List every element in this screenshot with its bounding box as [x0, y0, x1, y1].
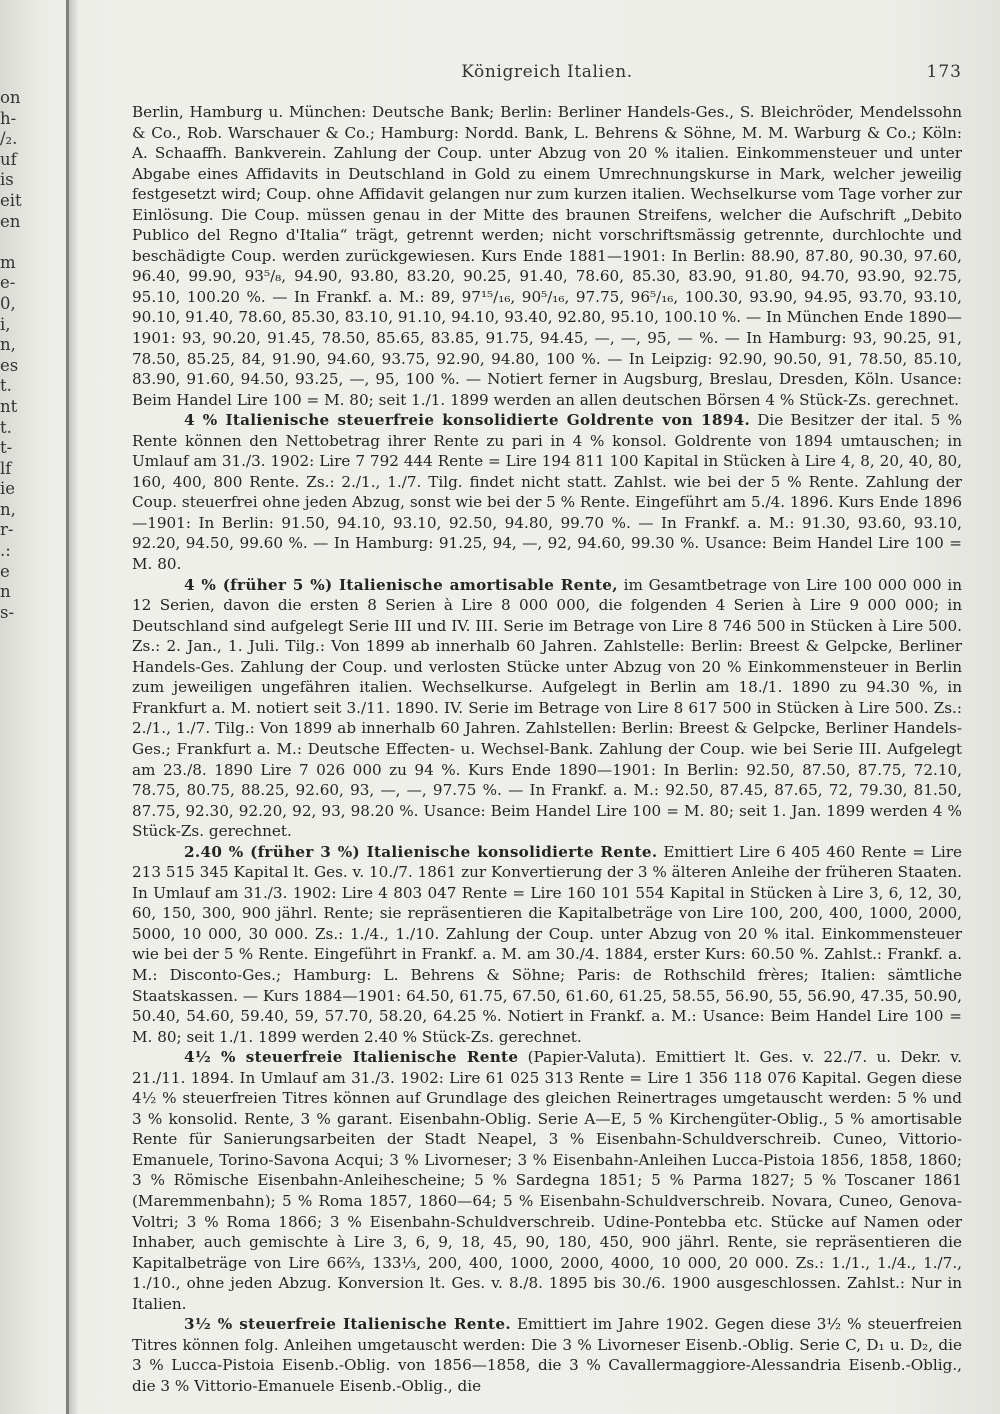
header-title: Königreich Italien. [461, 62, 633, 82]
paragraph-3half-rente [132, 1314, 962, 1396]
margin-fragment: t. [0, 376, 12, 396]
margin-fragment: s- [0, 602, 15, 622]
section-heading: 2.40 % (früher 3 %) Italienische konsolidierte Rente. [184, 842, 658, 861]
margin-fragment: nt [0, 396, 18, 416]
paragraph-text: Emittiert Lire 6 405 460 Rente = Lire 213 515 345 Kapital lt. Ges. v. 10./7. 1861 zur Konvertierung der 3 % älteren Anleihe der früheren Staaten. In Umlauf am 31./3. 1902: Lire 4 803 047 Rente = Lire 160 101 554 Kapital in Stücken à Lire 3, 6, 12, 30, 60, 150, 300, 900 jährl. Rente; sie repräsentieren die Kapitalbeträge von Lire 100, 200, 400, 1000, 2000, 5000, 10 000, 30 000. Zs.: 1./4., 1./10. Zahlung der Coup. unter Abzug von 20 % ital. Einkommensteuer wie bei der 5 % Rente. Eingeführt in Frankf. a. M. am 30./4. 1884, erster Kurs: 60.50 %. Zahlst.: Frankf. a. M.: Disconto-Ges.; Hamburg: L. Behrens & Söhne; Paris: de Rothschild frères; Italien: sämtliche Staatskassen. — Kurs 1884—1901: 64.50, 61.75, 67.50, 61.60, 61.25, 58.55, 56.90, 55, 56.90, 47.35, 50.90, 50.40, 54.60, 59.40, 59, 57.70, 58.20, 64.25 %. Notiert in Frankf. a. M.: Usance: Beim Handel Lire 100 = M. 80; seit 1./1. 1899 werden 2.40 % Stück-Zs. gerechnet. [132, 842, 962, 1046]
margin-fragment: m [0, 252, 16, 272]
margin-fragment: is [0, 170, 14, 190]
paragraph-amortisable [132, 575, 962, 842]
margin-fragment: /₂. [0, 129, 18, 149]
section-heading: 4½ % steuerfreie Italienische Rente [184, 1048, 519, 1067]
margin-fragment: 0, [0, 293, 16, 313]
paragraph-goldrente [132, 410, 962, 574]
margin-fragment: i, [0, 314, 11, 334]
margin-fragment: e [0, 561, 10, 581]
binding-shadow [69, 0, 79, 1414]
left-margin-fragments [0, 88, 62, 623]
running-header [132, 58, 962, 88]
margin-fragment: es [0, 355, 19, 375]
margin-fragment: n, [0, 335, 16, 355]
margin-fragment: r- [0, 520, 14, 540]
margin-fragment: uf [0, 149, 17, 169]
margin-fragment: ie [0, 479, 16, 499]
section-heading: 4 % (früher 5 %) Italienische amortisable Rente, [184, 575, 618, 594]
paragraph-text: Die Besitzer der ital. 5 % Rente können den Nettobetrag ihrer Rente zu pari in 4 % konsol. Goldrente von 1894 umtauschen; in Umlauf am 31./3. 1902: Lire 7 792 444 Rente = Lire 194 811 100 Kapital in Stücken à Lire 4, 8, 20, 40, 80, 160, 400, 800 Rente. Zs.: 2./1., 1./7. Tilg. findet nicht statt. Zahlst. wie bei der 5 % Rente. Zahlung der Coup. steuerfrei ohne jeden Abzug, sonst wie bei der 5 % Rente. Eingeführt am 5./4. 1896. Kurs Ende 1896—1901: In Berlin: 91.50, 94.10, 93.10, 92.50, 94.80, 99.70 %. — In Frankf. a. M.: 91.30, 93.60, 93.10, 92.20, 94.50, 99.60 %. — In Hamburg: 91.25, 94, —, 92, 94.60, 99.30 %. Usance: Beim Handel Lire 100 = M. 80. [132, 411, 963, 574]
body-text [132, 102, 962, 1396]
margin-fragment: e- [0, 273, 16, 293]
margin-fragment: n, [0, 499, 16, 519]
section-heading: 4 % Italienische steuerfreie konsolidierte Goldrente von 1894. [184, 411, 751, 430]
page-number: 173 [926, 62, 962, 82]
margin-fragment: on [0, 88, 21, 107]
margin-fragment: .: [0, 541, 11, 561]
margin-fragment: lf [0, 458, 12, 478]
paragraph-konsolidierte [132, 842, 962, 1047]
margin-fragment: h- [0, 108, 17, 128]
section-heading: 3½ % steuerfreie Italienische Rente. [184, 1315, 511, 1334]
margin-fragment: en [0, 211, 21, 231]
margin-fragment [0, 232, 62, 253]
paragraph-text: (Papier-Valuta). Emittiert lt. Ges. v. 22./7. u. Dekr. v. 21./11. 1894. In Umlauf am 31./3. 1902: Lire 61 025 313 Rente = Lire 1 356 118 076 Kapital. Gegen diese 4½ % steuerfreien Titres können auf Grundlage des gleichen Reinertrages umgetauscht werden: 5 % und 3 % konsolid. Rente, 3 % garant. Eisenbahn-Oblig. Serie A—E, 5 % Kirchengüter-Oblig., 5 % amortisable Rente für Sanierungsarbeiten der Stadt Neapel, 3 % Eisenbahn-Schuldverschreib. Cuneo, Vittorio-Emanuele, Torino-Savona Acqui; 3 % Livorneser; 3 % Eisenbahn-Anleihen Lucca-Pistoia 1856, 1858, 1860; 3 % Römische Eisenbahn-Anleihescheine; 5 % Sardegna 1851; 5 % Parma 1827; 5 % Toscaner 1861 (Maremmenbahn); 5 % Roma 1857, 1860—64; 5 % Eisenbahn-Schuldverschreib. Novara, Cuneo, Genova-Voltri; 3 % Roma 1866; 3 % Eisenbahn-Schuldverschreib. Udine-Pontebba etc. Stücke auf Namen oder Inhaber, auch gemischte à Lire 3, 6, 9, 18, 45, 90, 180, 450, 900 jährl. Rente, sie repräsentieren die Kapitalbeträge von Lire 66⅔, 133⅓, 200, 400, 1000, 2000, 4000, 10 000, 20 000. Zs.: 1./1., 1./4., 1./7., 1./10., ohne jeden Abzug. Konversion lt. Ges. v. 8./8. 1895 bis 30./6. 1900 ausgeschlossen. Zahlst.: Nur in Italien. [132, 1048, 962, 1313]
margin-fragment: n [0, 582, 11, 602]
margin-fragment: t. [0, 417, 12, 437]
margin-fragment: t- [0, 438, 13, 458]
margin-fragment: eit [0, 190, 22, 210]
paragraph-text: Emittiert im Jahre 1902. Gegen diese 3½ % steuerfreien Titres können folg. Anleihen umgetauscht werden: Die 3 % Livorneser Eisenb.-Oblig. Serie C, D₁ u. D₂, die 3 % Lucca-Pistoia Eisenb.-Oblig. von 1856—1858, die 3 % Cavallermaggiore-Alessandria Eisenb.-Oblig., die 3 % Vittorio-Emanuele Eisenb.-Oblig., die [132, 1315, 963, 1395]
paragraph-text: im Gesamtbetrage von Lire 100 000 000 in 12 Serien, davon die ersten 8 Serien à Lire 8 000 000, die folgenden 4 Serien à Lire 9 000 000; in Deutschland sind aufgelegt Serie III und IV. III. Serie im Betrage von Lire 8 746 500 in Stücken à Lire 500. Zs.: 2. Jan., 1. Juli. Tilg.: Von 1899 ab innerhalb 60 Jahren. Zahlstelle: Berlin: Breest & Gelpcke, Berliner Handels-Ges. Zahlung der Coup. und verlosten Stücke unter Abzug von 20 % Einkommensteuer in Berlin zum jeweiligen ungefähren italien. Wechselkurse. Aufgelegt in Berlin am 18./1. 1890 zu 94.30 %, in Frankfurt a. M. notiert seit 3./11. 1890. IV. Serie im Betrage von Lire 8 617 500 in Stücken à Lire 500. Zs.: 2./1., 1./7. Tilg.: Von 1899 ab innerhalb 60 Jahren. Zahlstellen: Berlin: Breest & Gelpcke, Berliner Handels-Ges.; Frankfurt a. M.: Deutsche Effecten- u. Wechsel-Bank. Zahlung der Coup. wie bei Serie III. Aufgelegt am 23./8. 1890 Lire 7 026 000 zu 94 %. Kurs Ende 1890—1901: In Berlin: 92.50, 87.50, 87.75, 72.10, 78.75, 80.75, 88.25, 92.60, 93, —, —, 97.75 %. — In Frankf. a. M.: 92.50, 87.45, 87.65, 72, 79.30, 81.50, 87.75, 92.30, 92.20, 92, 93, 98.20 %. Usance: Beim Handel Lire 100 = M. 80; seit 1. Jan. 1899 werden 4 % Stück-Zs. gerechnet. [132, 575, 963, 841]
paragraph-4half-rente [132, 1047, 962, 1314]
paragraph-intro [132, 102, 962, 410]
paragraph-text: Berlin, Hamburg u. München: Deutsche Bank; Berlin: Berliner Handels-Ges., S. Bleichröder, Mendelssohn & Co., Rob. Warschauer & Co.; Hamburg: Nordd. Bank, L. Behrens & Söhne, M. M. Warburg & Co.; Köln: A. Schaaffh. Bankverein. Zahlung der Coup. unter Abzug von 20 % italien. Einkommensteuer und unter Abgabe eines Affidavits in Deutschland in Gold zu einem Umrechnungskurse in Mark, welcher jeweilig festgesetzt wird; Coup. ohne Affidavit gelangen nur zum kurzen italien. Wechselkurse vom Tage vorher zur Einlösung. Die Coup. müssen genau in der Mitte des braunen Streifens, welcher die Aufschrift „Debito Publico del Regno d'Italia“ trägt, getrennt werden; nicht vorschriftsmässig getrennte, durchlochte und beschädigte Coup. werden zurückgewiesen. Kurs Ende 1881—1901: In Berlin: 88.90, 87.80, 90.30, 97.60, 96.40, 99.90, 93⁵/₈, 94.90, 93.80, 83.20, 90.25, 91.40, 78.60, 85.30, 83.90, 91.80, 94.70, 93.90, 92.75, 95.10, 100.20 %. — In Frankf. a. M.: 89, 97¹⁵/₁₆, 90⁵/₁₆, 97.75, 96⁵/₁₆, 100.30, 93.90, 94.95, 93.70, 93.10, 90.10, 91.40, 78.60, 85.30, 83.10, 91.10, 94.10, 93.40, 92.80, 95.10, 100.10 %. — In München Ende 1890—1901: 93, 90.20, 91.45, 78.50, 85.65, 83.85, 91.75, 94.45, —, —, 95, — %. — In Hamburg: 93, 90.25, 91, 78.50, 85.25, 84, 91.90, 94.60, 93.75, 92.90, 94.80, 100 %. — In Leipzig: 92.90, 90.50, 91, 78.50, 85.10, 83.90, 91.60, 94.50, 93.25, —, 95, 100 %. — Notiert ferner in Augsburg, Breslau, Dresden, Köln. Usance: Beim Handel Lire 100 = M. 80; seit 1./1. 1899 werden an allen deutschen Börsen 4 % Stück-Zs. gerechnet. [132, 103, 962, 409]
